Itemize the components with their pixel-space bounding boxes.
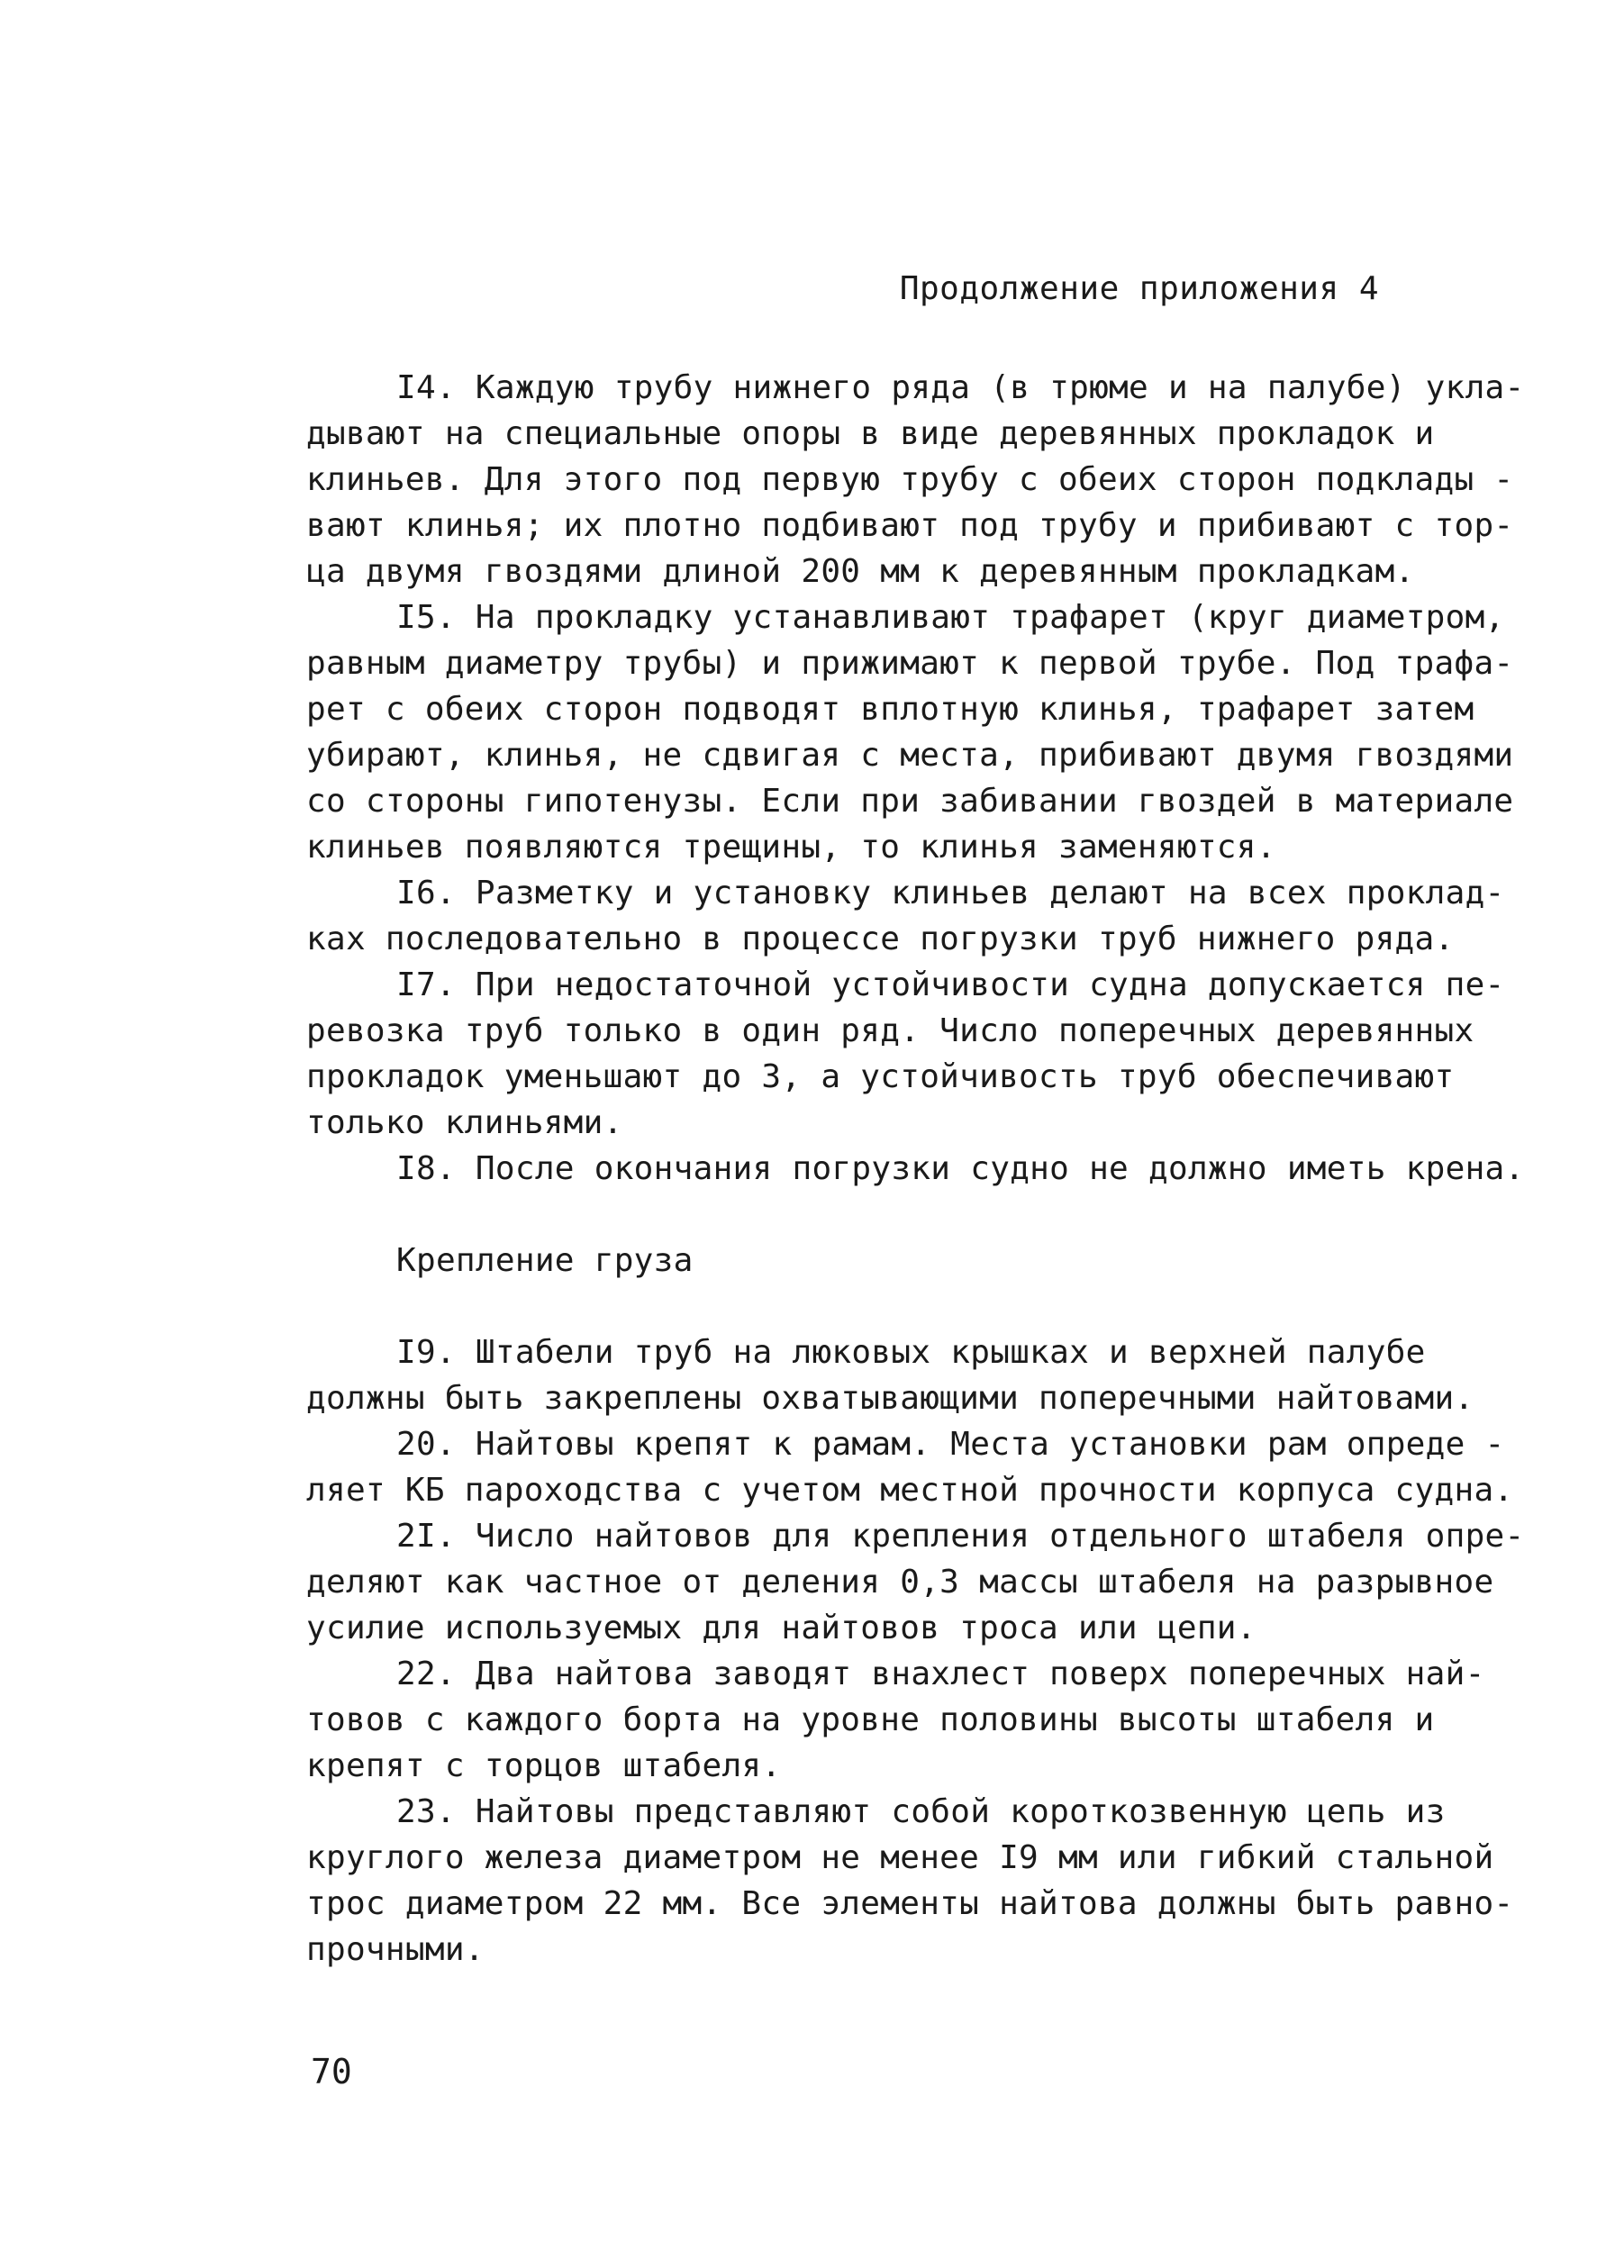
text-line: ляет КБ пароходства с учетом местной прочности корпуса судна. (306, 1472, 1514, 1509)
text-line: ревозка труб только в один ряд. Число поперечных деревянных (306, 1012, 1474, 1049)
text-line: I6. Разметку и установку клиньев делают на всех проклад- (396, 875, 1505, 912)
text-line: прочными. (306, 1931, 485, 1968)
text-line: I5. На прокладку устанавливают трафарет (круг диаметром, (396, 599, 1505, 636)
page-header: Продолжение приложения 4 (899, 270, 1379, 307)
text-line: крепят с торцов штабеля. (306, 1747, 782, 1784)
body-text (306, 365, 1525, 1973)
text-line: деляют как частное от деления 0,3 массы штабеля на разрывное (306, 1564, 1494, 1601)
text-line: клиньев. Для этого под первую трубу с обеих сторон подклады - (306, 461, 1514, 498)
text-line: I9. Штабели труб на люковых крышках и верхней палубе (396, 1334, 1426, 1371)
text-line: I7. При недостаточной устойчивости судна допускается пе- (396, 966, 1505, 1003)
text-line: трос диаметром 22 мм. Все элементы найтова должны быть равно- (306, 1885, 1514, 1922)
page-number: 70 (311, 2052, 352, 2091)
paragraphs-block-2 (306, 1329, 1525, 1973)
text-line: усилие используемых для найтовов троса или цепи. (306, 1610, 1257, 1647)
text-line: 20. Найтовы крепят к рамам. Места установки рам опреде - (396, 1426, 1505, 1463)
text-line: I4. Каждую трубу нижнего ряда (в трюме и на палубе) укла- (396, 369, 1525, 406)
section-heading: Крепление груза (396, 1242, 694, 1279)
text-line: ца двумя гвоздями длиной 200 мм к деревянным прокладкам. (306, 553, 1415, 590)
text-line: I8. После окончания погрузки судно не должно иметь крена. (396, 1150, 1525, 1187)
text-line: товов с каждого борта на уровне половины высоты штабеля и (306, 1701, 1435, 1738)
text-line: равным диаметру трубы) и прижимают к первой трубе. Под трафа- (306, 645, 1514, 682)
text-line: 2I. Число найтовов для крепления отдельного штабеля опре- (396, 1518, 1525, 1555)
text-line: дывают на специальные опоры в виде деревянных прокладок и (306, 415, 1435, 452)
text-line: прокладок уменьшают до 3, а устойчивость труб обеспечивают (306, 1058, 1455, 1095)
text-line: убирают, клинья, не сдвигая с места, прибивают двумя гвоздями (306, 737, 1514, 774)
text-line: вают клинья; их плотно подбивают под трубу и прибивают с тор- (306, 507, 1514, 544)
text-line: 22. Два найтова заводят внахлест поверх поперечных най- (396, 1656, 1485, 1692)
text-line: клиньев появляются трещины, то клинья заменяются. (306, 829, 1276, 866)
text-line: ках последовательно в процессе погрузки труб нижнего ряда. (306, 921, 1455, 957)
text-line: круглого железа диаметром не менее I9 мм или гибкий стальной (306, 1839, 1494, 1876)
text-line: должны быть закреплены охватывающими поперечными найтовами. (306, 1380, 1474, 1417)
text-line: рет с обеих сторон подводят вплотную клинья, трафарет затем (306, 691, 1474, 728)
paragraphs-block-1 (306, 365, 1525, 1192)
text-line: 23. Найтовы представляют собой короткозвенную цепь из (396, 1793, 1446, 1830)
text-line: со стороны гипотенузы. Если при забивании гвоздей в материале (306, 783, 1514, 820)
text-line: только клиньями. (306, 1104, 623, 1141)
